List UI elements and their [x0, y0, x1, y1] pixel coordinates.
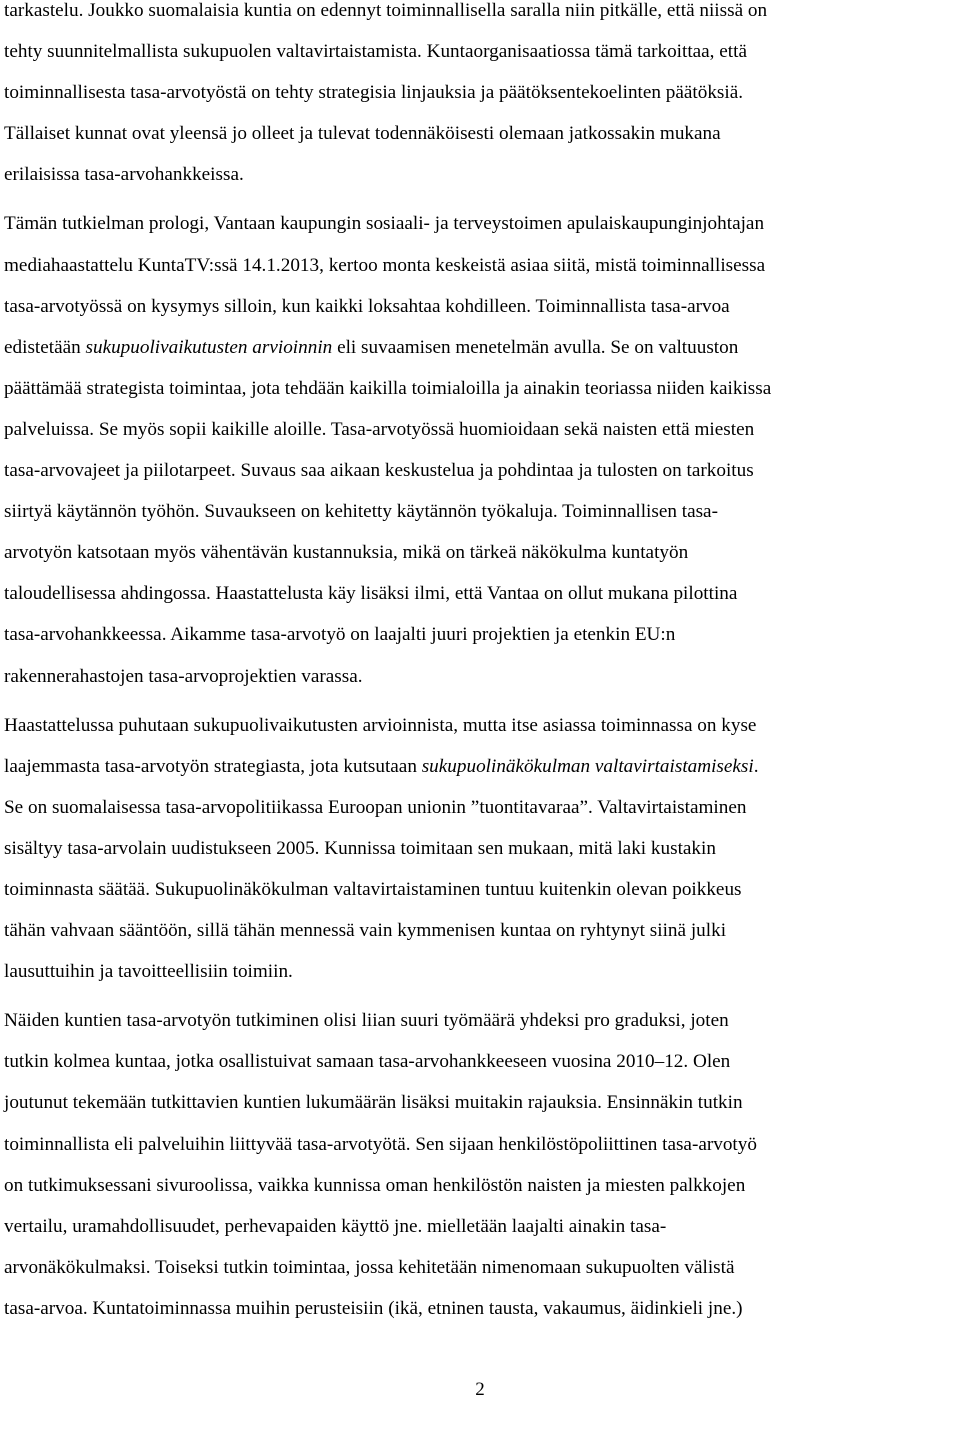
text-run: Se on suomalaisessa tasa-arvopolitiikassa Euroopan unionin ”tuontitavaraa”. Valtavirtaistaminen	[4, 796, 747, 818]
text-run: toiminnasta säätää. Sukupuolinäkökulman valtavirtaistaminen tuntuu kuitenkin olevan poikkeus	[4, 878, 742, 900]
text-run: tarkastelu. Joukko suomalaisia kuntia on edennyt toiminnallisella saralla niin pitkälle, että niissä on	[4, 0, 768, 21]
text-line	[4, 532, 960, 573]
text-run: tutkin kolmea kuntaa, jotka osallistuivat samaan tasa-arvohankkeeseen vuosina 2010–12. Olen	[4, 1051, 731, 1073]
text-line	[4, 1165, 960, 1206]
text-line	[4, 1288, 960, 1329]
text-run: laajemmasta tasa-arvotyön strategiasta, jota kutsutaan	[4, 755, 422, 777]
text-run: toiminnallisesta tasa-arvotyöstä on tehty strategisia linjauksia ja päätöksentekoelinten päätöksiä.	[4, 82, 744, 104]
text-line	[4, 1041, 960, 1082]
text-line	[4, 245, 960, 286]
text-line	[4, 573, 960, 614]
text-run: joutunut tekemään tutkittavien kuntien lukumäärän lisäksi muitakin rajauksia. Ensinnäkin tutkin	[4, 1092, 743, 1114]
text-line	[4, 286, 960, 327]
text-run: vertailu, uramahdollisuudet, perhevapaiden käyttö jne. mielletään laajalti ainakin tasa-	[4, 1215, 667, 1237]
text-line	[4, 31, 960, 72]
text-line	[4, 72, 960, 113]
text-run: edistetään	[4, 336, 86, 358]
text-run: on tutkimuksessani sivuroolissa, vaikka kunnissa oman henkilöstön naisten ja miesten palkkojen	[4, 1174, 746, 1196]
paragraph	[4, 0, 960, 195]
text-run: eli suvaamisen menetelmän avulla. Se on valtuuston	[332, 336, 739, 358]
text-line	[4, 0, 960, 31]
text-run: toiminnallista eli palveluihin liittyvää tasa-arvotyötä. Sen sijaan henkilöstöpoliittinen tasa-arvotyö	[4, 1133, 757, 1155]
paragraph	[4, 1000, 960, 1329]
text-line	[4, 746, 960, 787]
text-run: erilaisissa tasa-arvohankkeissa.	[4, 164, 244, 186]
text-run: rakennerahastojen tasa-arvoprojektien varassa.	[4, 665, 363, 687]
text-run: palveluissa. Se myös sopii kaikille aloille. Tasa-arvotyössä huomioidaan sekä naisten että miesten	[4, 418, 755, 440]
text-line	[4, 869, 960, 910]
text-line	[4, 951, 960, 992]
text-run: arvonäkökulmaksi. Toiseksi tutkin toimintaa, jossa kehitetään nimenomaan sukupuolten välistä	[4, 1256, 735, 1278]
italic-term: sukupuolivaikutusten arvioinnin	[85, 336, 333, 358]
italic-term: sukupuolinäkökulman valtavirtaistamiseksi	[421, 755, 754, 777]
body-text	[4, 0, 960, 1329]
text-line	[4, 1000, 960, 1041]
text-line	[4, 787, 960, 828]
text-line	[4, 409, 960, 450]
text-line	[4, 910, 960, 951]
text-run: Näiden kuntien tasa-arvotyön tutkiminen olisi liian suuri työmäärä yhdeksi pro graduksi, joten	[4, 1010, 729, 1032]
text-line	[4, 1206, 960, 1247]
text-run: lausuttuihin ja tavoitteellisiin toimiin.	[4, 961, 293, 983]
paragraph	[4, 705, 960, 993]
text-run: Tämän tutkielman prologi, Vantaan kaupungin sosiaali- ja terveystoimen apulaiskaupunginjohtajan	[4, 213, 765, 235]
text-run: taloudellisessa ahdingossa. Haastattelusta käy lisäksi ilmi, että Vantaa on ollut mukana pilottina	[4, 583, 738, 605]
text-line	[4, 656, 960, 697]
text-line	[4, 1124, 960, 1165]
text-line	[4, 113, 960, 154]
text-line	[4, 327, 960, 368]
text-run: tähän vahvaan sääntöön, sillä tähän mennessä vain kymmenisen kuntaa on ryhtynyt siinä julki	[4, 920, 727, 942]
text-line	[4, 154, 960, 195]
text-run: Haastattelussa puhutaan sukupuolivaikutusten arvioinnista, mutta itse asiassa toiminnassa on kyse	[4, 714, 757, 736]
text-line	[4, 1247, 960, 1288]
text-line	[4, 828, 960, 869]
text-run: tasa-arvoa. Kuntatoiminnassa muihin perusteisiin (ikä, etninen tausta, vakaumus, äidinkieli jne.)	[4, 1297, 743, 1319]
text-run: siirtyä käytännön työhön. Suvaukseen on kehitetty käytännön työkaluja. Toiminnallisen tasa-	[4, 501, 718, 523]
text-run: tasa-arvotyössä on kysymys silloin, kun kaikki loksahtaa kohdilleen. Toiminnallista tasa-arvoa	[4, 295, 730, 317]
page-number: 2	[475, 1379, 485, 1400]
text-run: päättämää strategista toimintaa, jota tehdään kaikilla toimialoilla ja ainakin teoriassa niiden kaikissa	[4, 377, 772, 399]
text-run: mediahaastattelu KuntaTV:ssä 14.1.2013, kertoo monta keskeistä asiaa siitä, mistä toiminnallisessa	[4, 254, 766, 276]
text-run: tehty suunnitelmallista sukupuolen valtavirtaistamista. Kuntaorganisaatiossa tämä tarkoittaa, että	[4, 41, 747, 63]
text-line	[4, 203, 960, 244]
text-line	[4, 368, 960, 409]
text-run: arvotyön katsotaan myös vähentävän kustannuksia, mikä on tärkeä näkökulma kuntatyön	[4, 542, 689, 564]
text-run: sisältyy tasa-arvolain uudistukseen 2005. Kunnissa toimitaan sen mukaan, mitä laki kustakin	[4, 837, 716, 859]
text-line	[4, 491, 960, 532]
text-line	[4, 614, 960, 655]
text-run: tasa-arvohankkeessa. Aikamme tasa-arvotyö on laajalti juuri projektien ja etenkin EU:n	[4, 624, 676, 646]
text-line	[4, 450, 960, 491]
text-run: .	[753, 755, 759, 777]
text-run: Tällaiset kunnat ovat yleensä jo olleet ja tulevat todennäköisesti olemaan jatkossakin mukana	[4, 123, 721, 145]
paragraph	[4, 203, 960, 696]
text-run: tasa-arvovajeet ja piilotarpeet. Suvaus saa aikaan keskustelua ja pohdintaa ja tulosten on tarkoitus	[4, 460, 754, 482]
text-line	[4, 705, 960, 746]
text-line	[4, 1082, 960, 1123]
